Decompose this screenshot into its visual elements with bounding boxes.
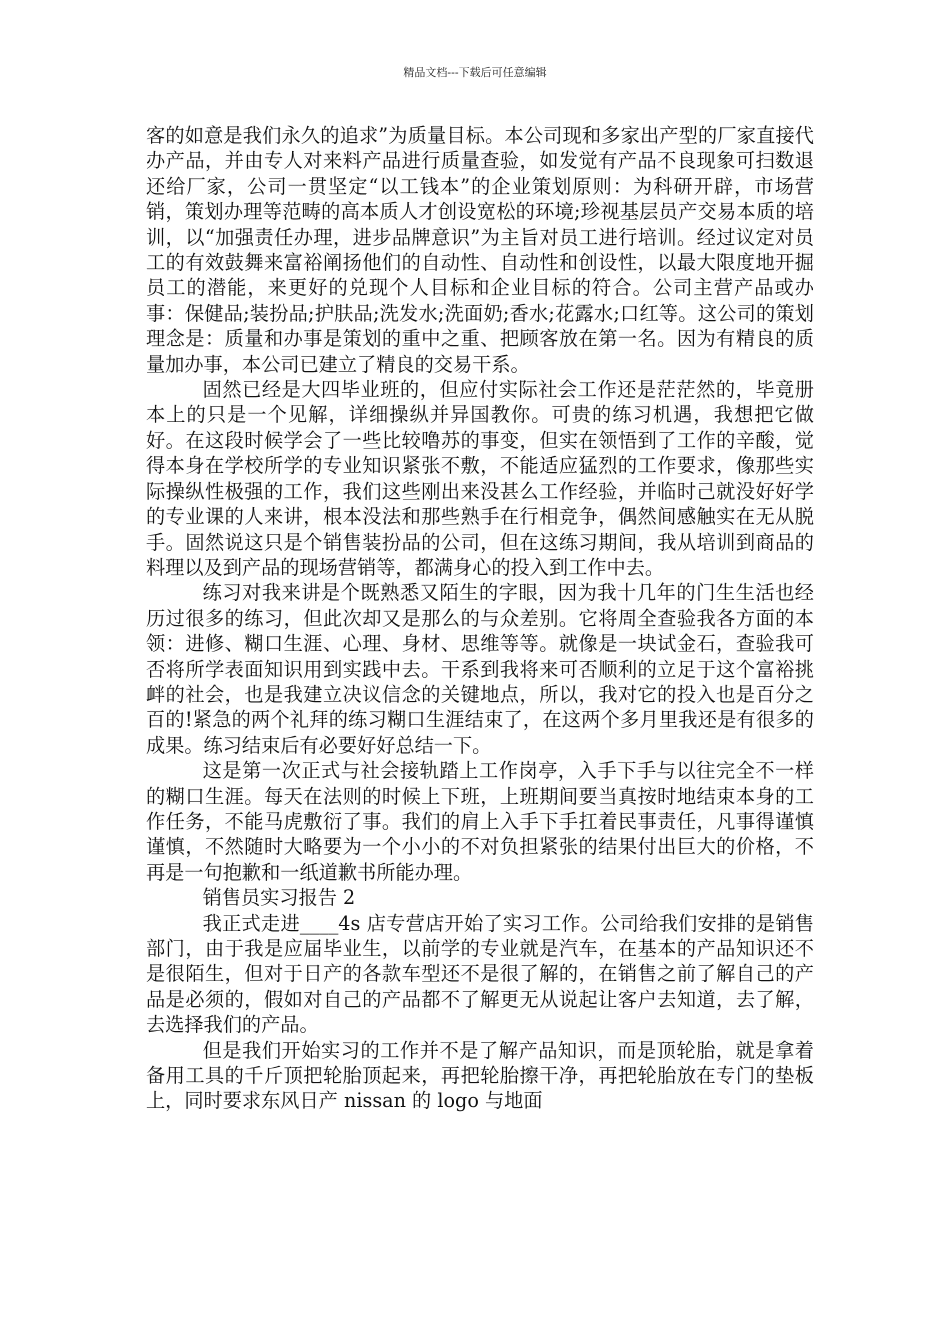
paragraph-1: 客的如意是我们永久的追求”为质量目标。本公司现和多家出产型的厂家直接代办产品，并由专人对来料产品进行质量查验，如发觉有产品不良现象可扫数退还给厂家，公司一贯坚定“以工钱本”的企业策划原则：为科研开辟，市场营销，策划办理等范畴的高本质人才创设宽松的环境;珍视基层员产交易本质的培训，以“加强责任办理，进步品牌意识”为主旨对员工进行培训。经过议定对员工的有效鼓舞来富裕阐扬他们的自动性、自动性和创设性，以最大限度地开掘员工的潜能，来更好的兑现个人目标和企业目标的符合。公司主营产品或办事：保健品;装扮品;护肤品;洗发水;洗面奶;香水;花露水;口红等。这公司的策划理念是：质量和办事是策划的重中之重、把顾客放在第一名。因为有精良的质量加办事，本公司已建立了精良的交易干系。: [146, 124, 814, 376]
paragraph-6: 但是我们开始实习的工作并不是了解产品知识，而是顶轮胎，就是拿着备用工具的千斤顶把轮胎顶起来，再把轮胎擦干净，再把轮胎放在专门的垫板上，同时要求东风日产 nissan 的 logo 与地面: [146, 1038, 814, 1113]
document-body: [146, 123, 814, 1114]
section-title: 销售员实习报告 2: [202, 886, 356, 910]
page-header: 精品文档---下载后可任意编辑: [403, 66, 547, 79]
paragraph-5: 我正式走进____4s 店专营店开始了实习工作。公司给我们安排的是销售部门，由于我是应届毕业生，以前学的专业就是汽车，在基本的产品知识还不是很陌生，但对于日产的各款车型还不是很了解的，在销售之前了解自己的产品是必须的，假如对自己的产品都不了解更无从说起让客户去知道，去了解，去选择我们的产品。: [146, 911, 814, 1037]
paragraph-3: 练习对我来讲是个既熟悉又陌生的字眼，因为我十几年的门生生活也经历过很多的练习，但此次却又是那么的与众差别。它将周全查验我各方面的本领：进修、糊口生涯、心理、身材、思维等等。就像是一块试金石，查验我可否将所学表面知识用到实践中去。干系到我将来可否顺利的立足于这个富裕挑衅的社会，也是我建立决议信念的关键地点，所以，我对它的投入也是百分之百的!紧急的两个礼拜的练习糊口生涯结束了，在这两个多月里我还是有很多的成果。练习结束后有必要好好总结一下。: [146, 581, 814, 757]
paragraph-4: 这是第一次正式与社会接轨踏上工作岗亭，入手下手与以往完全不一样的糊口生涯。每天在法则的时候上下班，上班期间要当真按时地结束本身的工作任务，不能马虎敷衍了事。我们的肩上入手下手扛着民事责任，凡事得谨慎谨慎，不然随时大略要为一个小小的不对负担紧张的结果付出巨大的价格，不再是一句抱歉和一纸道歉书所能办理。: [146, 759, 814, 884]
paragraph-2: 固然已经是大四毕业班的，但应付实际社会工作还是茫茫然的，毕竟册本上的只是一个见解，详细操纵并异国教你。可贵的练习机遇，我想把它做好。在这段时候学会了一些比较噜苏的事变，但实在领悟到了工作的辛酸，觉得本身在学校所学的专业知识紧张不敷，不能适应猛烈的工作要求，像那些实际操纵性极强的工作，我们这些刚出来没甚么工作经验，并临时己就没好好学的专业课的人来讲，根本没法和那些熟手在行相竞争，偶然间感触实在无从脱手。固然说这只是个销售装扮品的公司，但在这练习期间，我从培训到商品的料理以及到产品的现场营销等，都满身心的投入到工作中去。: [146, 378, 814, 579]
